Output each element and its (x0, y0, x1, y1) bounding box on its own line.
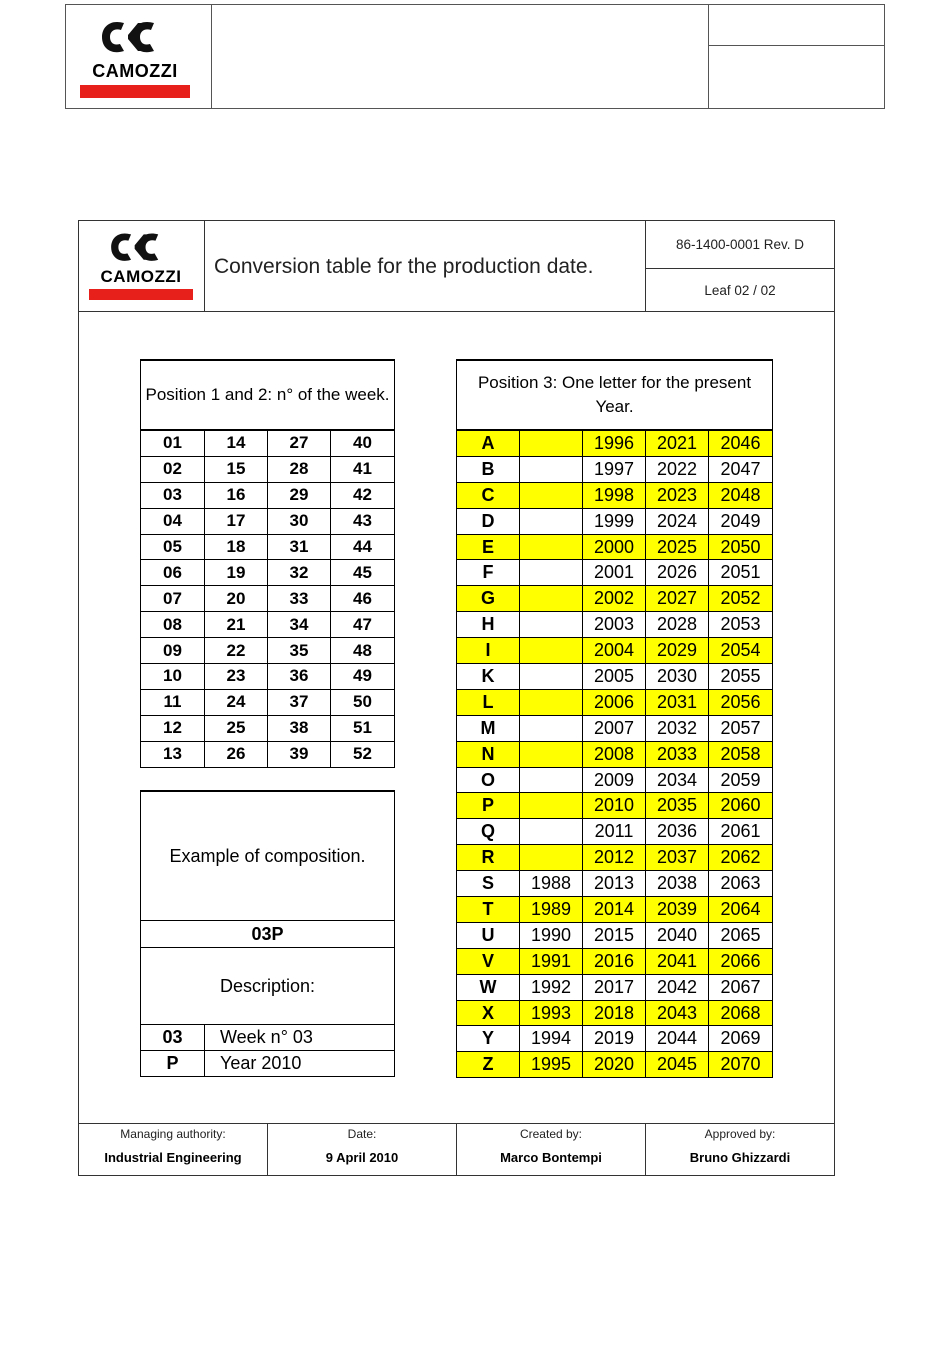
year-value-cell: 2037 (646, 845, 709, 871)
year-table-header: Position 3: One letter for the present Year. (457, 360, 773, 430)
document-title: Conversion table for the production date. (205, 221, 646, 312)
header-divider (709, 45, 884, 46)
year-letter-cell: P (457, 793, 520, 819)
year-value-cell: 2031 (646, 689, 709, 715)
week-row (141, 741, 395, 767)
week-row (141, 508, 395, 534)
year-value-cell: 1997 (583, 456, 646, 482)
year-value-cell: 2053 (709, 612, 773, 638)
example-meaning: Week n° 03 (205, 1025, 395, 1051)
week-number-cell: 13 (141, 741, 205, 767)
week-number-cell: 02 (141, 456, 205, 482)
year-row (457, 715, 773, 741)
footer-label: Managing authority: (120, 1127, 226, 1141)
year-value-cell: 2047 (709, 456, 773, 482)
week-number-cell: 49 (331, 664, 395, 690)
week-number-cell: 44 (331, 534, 395, 560)
year-value-cell: 2040 (646, 922, 709, 948)
year-row (457, 664, 773, 690)
year-value-cell: 2061 (709, 819, 773, 845)
year-value-cell: 1990 (520, 922, 583, 948)
logo-red-bar (89, 289, 193, 300)
document-leaf: Leaf 02 / 02 (704, 283, 776, 298)
year-row (457, 845, 773, 871)
week-number-cell: 30 (268, 508, 331, 534)
year-letter-cell: N (457, 741, 520, 767)
year-letter-cell: T (457, 897, 520, 923)
week-number-cell: 14 (205, 430, 268, 456)
year-value-cell: 2006 (583, 689, 646, 715)
footer-created-by (456, 1123, 645, 1176)
header-right-cell (708, 5, 884, 108)
year-value-cell: 2019 (583, 1026, 646, 1052)
year-value-cell (520, 508, 583, 534)
year-row (457, 430, 773, 456)
year-value-cell: 2013 (583, 871, 646, 897)
year-value-cell: 2056 (709, 689, 773, 715)
year-value-cell (520, 456, 583, 482)
example-table (140, 790, 395, 1077)
week-number-cell: 25 (205, 715, 268, 741)
document-footer (78, 1123, 835, 1176)
week-number-cell: 34 (268, 612, 331, 638)
week-number-cell: 17 (205, 508, 268, 534)
week-number-cell: 36 (268, 664, 331, 690)
year-value-cell (520, 845, 583, 871)
year-value-cell: 2043 (646, 1000, 709, 1026)
year-letter-cell: Z (457, 1052, 520, 1078)
year-letter-cell: D (457, 508, 520, 534)
year-value-cell: 2036 (646, 819, 709, 845)
year-letter-cell: I (457, 638, 520, 664)
year-row (457, 612, 773, 638)
week-number-cell: 03 (141, 482, 205, 508)
year-letter-cell: Y (457, 1026, 520, 1052)
year-value-cell: 2038 (646, 871, 709, 897)
year-value-cell: 2041 (646, 948, 709, 974)
week-row (141, 638, 395, 664)
year-value-cell: 2066 (709, 948, 773, 974)
year-value-cell: 2063 (709, 871, 773, 897)
week-number-cell: 18 (205, 534, 268, 560)
year-letter-cell: S (457, 871, 520, 897)
year-value-cell: 1993 (520, 1000, 583, 1026)
week-number-cell: 37 (268, 689, 331, 715)
week-number-cell: 32 (268, 560, 331, 586)
week-number-cell: 26 (205, 741, 268, 767)
year-value-cell: 2000 (583, 534, 646, 560)
year-value-cell: 2060 (709, 793, 773, 819)
footer-value: 9 April 2010 (325, 1150, 399, 1165)
year-value-cell: 2025 (646, 534, 709, 560)
week-number-cell: 15 (205, 456, 268, 482)
year-row (457, 767, 773, 793)
year-row (457, 638, 773, 664)
year-value-cell: 2033 (646, 741, 709, 767)
year-value-cell: 2029 (646, 638, 709, 664)
year-value-cell: 2009 (583, 767, 646, 793)
year-value-cell: 2055 (709, 664, 773, 690)
year-value-cell: 2059 (709, 767, 773, 793)
year-value-cell: 2018 (583, 1000, 646, 1026)
year-value-cell (520, 534, 583, 560)
year-letter-cell: M (457, 715, 520, 741)
year-value-cell: 2024 (646, 508, 709, 534)
year-value-cell (520, 560, 583, 586)
footer-label: Approved by: (704, 1127, 776, 1141)
year-row (457, 534, 773, 560)
week-number-cell: 08 (141, 612, 205, 638)
year-row (457, 974, 773, 1000)
year-letter-cell: B (457, 456, 520, 482)
year-value-cell: 2020 (583, 1052, 646, 1078)
year-letter-cell: R (457, 845, 520, 871)
week-number-cell: 23 (205, 664, 268, 690)
week-number-cell: 39 (268, 741, 331, 767)
year-value-cell: 2030 (646, 664, 709, 690)
year-value-cell: 2010 (583, 793, 646, 819)
year-value-cell: 2045 (646, 1052, 709, 1078)
year-row (457, 793, 773, 819)
week-number-cell: 07 (141, 586, 205, 612)
page-header (65, 4, 885, 109)
year-row (457, 560, 773, 586)
year-letter-cell: L (457, 689, 520, 715)
year-value-cell: 2004 (583, 638, 646, 664)
week-number-cell: 27 (268, 430, 331, 456)
week-number-cell: 41 (331, 456, 395, 482)
footer-label: Date: (347, 1127, 377, 1141)
week-row (141, 612, 395, 638)
week-row (141, 534, 395, 560)
year-value-cell (520, 819, 583, 845)
week-row (141, 586, 395, 612)
year-letter-cell: W (457, 974, 520, 1000)
year-value-cell: 2054 (709, 638, 773, 664)
example-meaning: Year 2010 (205, 1051, 395, 1077)
year-letter-cell: K (457, 664, 520, 690)
year-value-cell: 1989 (520, 897, 583, 923)
week-number-cell: 09 (141, 638, 205, 664)
year-letter-cell: Q (457, 819, 520, 845)
year-value-cell: 1991 (520, 948, 583, 974)
footer-date (267, 1123, 456, 1176)
week-table-header: Position 1 and 2: n° of the week. (141, 360, 395, 430)
year-value-cell: 2026 (646, 560, 709, 586)
year-value-cell: 1988 (520, 871, 583, 897)
week-row (141, 430, 395, 456)
year-value-cell: 2067 (709, 974, 773, 1000)
year-letter-cell: A (457, 430, 520, 456)
year-letter-cell: G (457, 586, 520, 612)
year-row (457, 897, 773, 923)
footer-label: Created by: (519, 1127, 583, 1141)
year-value-cell: 2008 (583, 741, 646, 767)
year-value-cell (520, 793, 583, 819)
year-table (456, 359, 773, 1078)
year-value-cell: 2065 (709, 922, 773, 948)
year-value-cell: 1999 (583, 508, 646, 534)
year-row (457, 922, 773, 948)
week-number-cell: 52 (331, 741, 395, 767)
example-part: P (141, 1051, 205, 1077)
year-row (457, 819, 773, 845)
year-row (457, 948, 773, 974)
year-value-cell: 2064 (709, 897, 773, 923)
year-row (457, 1000, 773, 1026)
footer-approved-by (645, 1123, 835, 1176)
year-value-cell: 2052 (709, 586, 773, 612)
year-row (457, 482, 773, 508)
year-value-cell (520, 612, 583, 638)
week-number-cell: 50 (331, 689, 395, 715)
year-value-cell (520, 586, 583, 612)
week-number-cell: 47 (331, 612, 395, 638)
year-value-cell: 2042 (646, 974, 709, 1000)
week-number-cell: 33 (268, 586, 331, 612)
year-value-cell: 2039 (646, 897, 709, 923)
week-number-cell: 11 (141, 689, 205, 715)
week-number-cell: 04 (141, 508, 205, 534)
footer-managing-authority (78, 1123, 267, 1176)
week-number-cell: 28 (268, 456, 331, 482)
year-value-cell: 2050 (709, 534, 773, 560)
logo-wordmark: CAMOZZI (100, 267, 182, 286)
week-number-cell: 06 (141, 560, 205, 586)
year-value-cell: 2023 (646, 482, 709, 508)
year-letter-cell: V (457, 948, 520, 974)
footer-value: Bruno Ghizzardi (689, 1150, 791, 1165)
year-value-cell: 2034 (646, 767, 709, 793)
year-value-cell (520, 741, 583, 767)
week-number-cell: 46 (331, 586, 395, 612)
year-value-cell: 2003 (583, 612, 646, 638)
year-value-cell: 2001 (583, 560, 646, 586)
year-value-cell (520, 767, 583, 793)
week-number-cell: 38 (268, 715, 331, 741)
year-value-cell: 2027 (646, 586, 709, 612)
week-row (141, 456, 395, 482)
header-bottom-line (79, 311, 834, 312)
year-value-cell: 2032 (646, 715, 709, 741)
week-number-cell: 12 (141, 715, 205, 741)
week-number-cell: 35 (268, 638, 331, 664)
week-number-cell: 31 (268, 534, 331, 560)
year-value-cell: 2021 (646, 430, 709, 456)
year-value-cell (520, 664, 583, 690)
logo-red-bar (80, 85, 190, 98)
year-value-cell: 2058 (709, 741, 773, 767)
week-number-cell: 10 (141, 664, 205, 690)
year-value-cell: 2022 (646, 456, 709, 482)
week-row (141, 689, 395, 715)
year-value-cell: 2017 (583, 974, 646, 1000)
week-row (141, 715, 395, 741)
week-number-cell: 01 (141, 430, 205, 456)
year-value-cell: 2005 (583, 664, 646, 690)
year-value-cell: 2048 (709, 482, 773, 508)
year-value-cell: 1995 (520, 1052, 583, 1078)
year-value-cell: 2044 (646, 1026, 709, 1052)
footer-value: Industrial Engineering (104, 1150, 242, 1165)
example-description-label: Description: (141, 948, 395, 1025)
year-row (457, 1026, 773, 1052)
week-number-cell: 20 (205, 586, 268, 612)
year-value-cell: 2062 (709, 845, 773, 871)
year-value-cell: 2028 (646, 612, 709, 638)
camozzi-mark-icon (89, 229, 193, 267)
week-number-cell: 16 (205, 482, 268, 508)
week-number-cell: 19 (205, 560, 268, 586)
year-row (457, 741, 773, 767)
week-number-cell: 05 (141, 534, 205, 560)
year-value-cell: 2016 (583, 948, 646, 974)
year-value-cell (520, 482, 583, 508)
week-number-cell: 29 (268, 482, 331, 508)
year-value-cell: 2049 (709, 508, 773, 534)
document-code: 86-1400-0001 Rev. D (646, 221, 834, 269)
year-value-cell: 2011 (583, 819, 646, 845)
year-row (457, 586, 773, 612)
camozzi-logo-small (89, 229, 193, 300)
week-number-cell: 22 (205, 638, 268, 664)
header-logo-cell (66, 5, 212, 108)
year-letter-cell: X (457, 1000, 520, 1026)
year-row (457, 508, 773, 534)
year-value-cell: 1994 (520, 1026, 583, 1052)
year-value-cell: 2046 (709, 430, 773, 456)
year-value-cell: 2012 (583, 845, 646, 871)
week-number-cell: 24 (205, 689, 268, 715)
year-row (457, 689, 773, 715)
year-row (457, 456, 773, 482)
year-value-cell: 2035 (646, 793, 709, 819)
week-number-cell: 43 (331, 508, 395, 534)
week-number-cell: 45 (331, 560, 395, 586)
example-heading: Example of composition. (141, 791, 395, 921)
camozzi-mark-icon (80, 17, 190, 59)
year-value-cell: 2069 (709, 1026, 773, 1052)
year-letter-cell: U (457, 922, 520, 948)
year-value-cell: 2070 (709, 1052, 773, 1078)
year-row (457, 871, 773, 897)
week-number-cell: 21 (205, 612, 268, 638)
example-part: 03 (141, 1025, 205, 1051)
year-value-cell (520, 689, 583, 715)
footer-value: Marco Bontempi (500, 1150, 602, 1165)
year-value-cell: 2007 (583, 715, 646, 741)
year-letter-cell: E (457, 534, 520, 560)
week-table (140, 359, 395, 768)
year-value-cell: 2014 (583, 897, 646, 923)
year-value-cell: 2068 (709, 1000, 773, 1026)
doc-logo-cell (79, 221, 205, 312)
year-letter-cell: F (457, 560, 520, 586)
logo-wordmark: CAMOZZI (92, 61, 178, 81)
year-value-cell: 1996 (583, 430, 646, 456)
week-number-cell: 40 (331, 430, 395, 456)
year-value-cell (520, 638, 583, 664)
week-row (141, 664, 395, 690)
year-letter-cell: O (457, 767, 520, 793)
year-letter-cell: C (457, 482, 520, 508)
week-number-cell: 51 (331, 715, 395, 741)
year-value-cell: 2015 (583, 922, 646, 948)
week-number-cell: 48 (331, 638, 395, 664)
week-row (141, 482, 395, 508)
year-value-cell: 1992 (520, 974, 583, 1000)
year-value-cell (520, 715, 583, 741)
week-row (141, 560, 395, 586)
year-row (457, 1052, 773, 1078)
year-value-cell (520, 430, 583, 456)
year-value-cell: 2057 (709, 715, 773, 741)
year-letter-cell: H (457, 612, 520, 638)
year-value-cell: 2002 (583, 586, 646, 612)
example-code: 03P (141, 921, 395, 948)
year-value-cell: 1998 (583, 482, 646, 508)
week-number-cell: 42 (331, 482, 395, 508)
year-value-cell: 2051 (709, 560, 773, 586)
camozzi-logo (80, 17, 190, 98)
